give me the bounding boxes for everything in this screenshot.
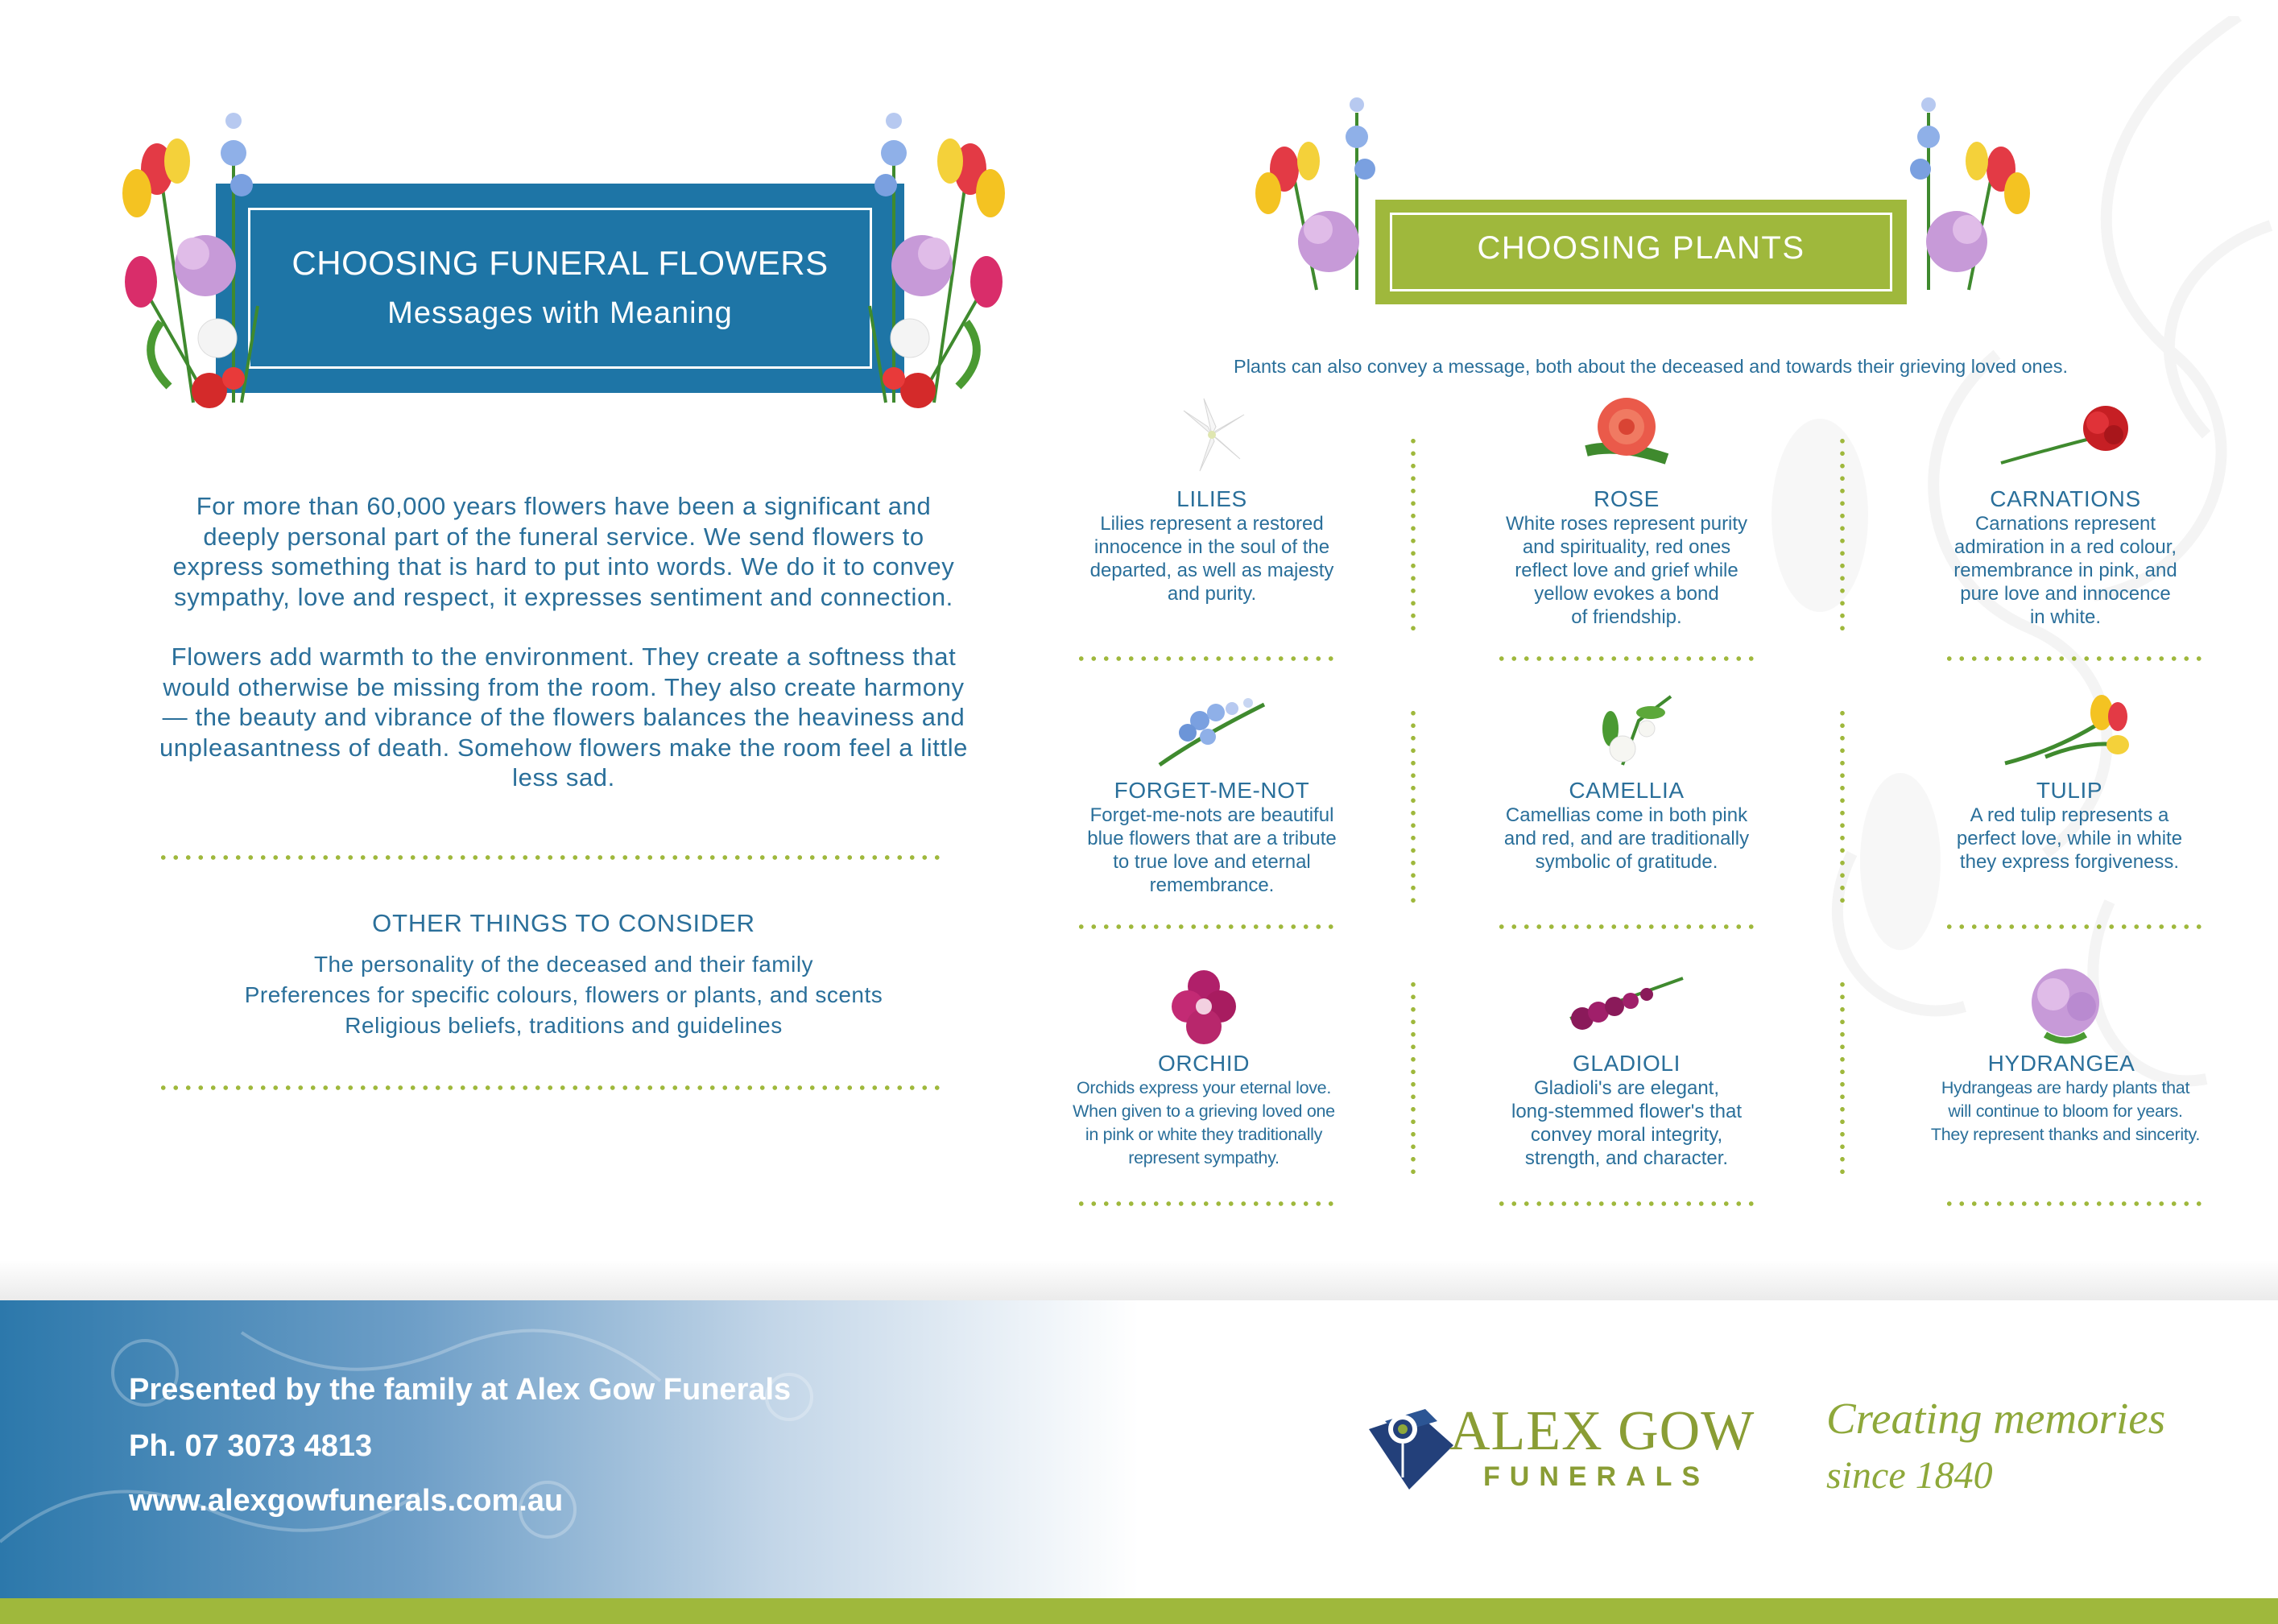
rose-icon — [1570, 395, 1683, 475]
banner-subtitle: Messages with Meaning — [387, 296, 733, 330]
dotted-separator — [1840, 707, 1845, 908]
right-bouquet-icon — [845, 81, 1015, 427]
tagline-line-2: since 1840 — [1826, 1454, 1993, 1497]
footer-shadow — [0, 1260, 2278, 1300]
banner-frame — [248, 208, 872, 369]
orchid-icon — [1160, 962, 1248, 1051]
text-line: will continue to bloom for years. — [1948, 1101, 2183, 1121]
dotted-divider — [1075, 924, 1341, 929]
logo-subname: FUNERALS — [1483, 1461, 1710, 1492]
plants-left-bouquet-icon — [1252, 81, 1405, 306]
text-line: unpleasantness of death. Somehow flowers make the room feel a little — [159, 733, 969, 762]
text-line: yellow evokes a bond — [1534, 583, 1719, 605]
carnation-icon — [1993, 403, 2138, 475]
text-line: Lilies represent a restored — [1100, 513, 1324, 535]
text-line: They represent thanks and sincerity. — [1930, 1125, 2201, 1144]
left-bouquet-icon — [113, 81, 282, 427]
banner-title: CHOOSING PLANTS — [1477, 230, 1805, 266]
plant-description — [1035, 1076, 1373, 1170]
plant-name: CAMELLIA — [1569, 778, 1685, 803]
text-line: admiration in a red colour, — [1953, 536, 2177, 558]
text-line: represent sympathy. — [1128, 1148, 1280, 1167]
text-line: deeply personal part of the funeral service. We send flowers to — [203, 522, 924, 551]
text-line: Carnations represent — [1974, 513, 2156, 535]
dotted-divider — [1943, 924, 2209, 929]
text-line: express something that is hard to put into words. We do it to convey — [172, 552, 955, 581]
logo-name: ALEX GOW — [1449, 1400, 1755, 1462]
dotted-divider — [157, 1085, 942, 1090]
text-line: long-stemmed flower's that — [1511, 1101, 1743, 1122]
text-line: White roses represent purity — [1505, 513, 1748, 535]
website-link[interactable]: www.alexgowfunerals.com.au — [129, 1484, 564, 1518]
text-line: blue flowers that are a tribute — [1087, 828, 1337, 849]
text-line: in white. — [2029, 606, 2102, 628]
consider-item: Religious beliefs, traditions and guidelines — [345, 1013, 783, 1038]
plants-right-bouquet-icon — [1880, 81, 2033, 306]
text-line: remembrance. — [1149, 874, 1275, 896]
plant-name: FORGET-ME-NOT — [1114, 778, 1310, 803]
text-line: Forget-me-nots are beautiful — [1089, 804, 1334, 826]
text-line: Gladioli's are elegant, — [1533, 1077, 1720, 1099]
banner-title: CHOOSING FUNERAL FLOWERS — [291, 244, 829, 282]
gladioli-icon — [1562, 970, 1691, 1043]
plant-name: CARNATIONS — [1990, 486, 2141, 511]
plant-name: HYDRANGEA — [1987, 1051, 2135, 1076]
dotted-divider — [1495, 1201, 1761, 1206]
text-line: innocence in the soul of the — [1094, 536, 1330, 558]
dotted-divider — [1495, 924, 1761, 929]
text-line: strength, and character. — [1524, 1147, 1729, 1169]
text-line: convey moral integrity, — [1530, 1124, 1723, 1146]
text-line: and spirituality, red ones — [1522, 536, 1731, 558]
footer-green-bar — [0, 1598, 2278, 1624]
text-line: pure love and innocence — [1960, 583, 2171, 605]
plant-description — [1466, 1076, 1788, 1170]
text-line: of friendship. — [1571, 606, 1682, 628]
tulip-icon — [1997, 692, 2142, 773]
plant-description — [1051, 804, 1373, 897]
text-line: sympathy, love and respect, it expresses sentiment and connection. — [174, 582, 953, 611]
plants-intro: Plants can also convey a message, both about the deceased and towards their grieving loved ones. — [1234, 356, 2068, 377]
dotted-separator — [1411, 435, 1416, 636]
intro-paragraph-1 — [121, 491, 1007, 612]
text-line: Camellias come in both pink — [1505, 804, 1748, 826]
text-line: departed, as well as majesty — [1089, 560, 1334, 581]
text-line: Flowers add warmth to the environment. They create a softness that — [171, 643, 957, 671]
dotted-separator — [1411, 707, 1416, 908]
tagline-line-1: Creating memories — [1826, 1394, 2166, 1443]
consider-item: Preferences for specific colours, flowers or plants, and scents — [244, 982, 883, 1007]
plant-description — [1055, 512, 1369, 605]
dotted-divider — [1075, 656, 1341, 661]
text-line: less sad. — [512, 763, 615, 791]
flowers-banner — [216, 184, 904, 393]
plant-name: LILIES — [1176, 486, 1247, 511]
consider-item: The personality of the deceased and their family — [313, 952, 814, 977]
text-line: would otherwise be missing from the room. They also create harmony — [163, 672, 965, 701]
plant-name: GLADIOLI — [1573, 1051, 1681, 1076]
text-line: For more than 60,000 years flowers have been a significant and — [196, 492, 932, 520]
text-line: A red tulip represents a — [1970, 804, 2169, 826]
plant-description — [1908, 804, 2230, 874]
presented-by-text: Presented by the family at Alex Gow Funerals — [129, 1373, 792, 1407]
plant-name: ORCHID — [1157, 1051, 1251, 1076]
plant-description — [1466, 512, 1788, 629]
text-line: remembrance in pink, and — [1953, 560, 2177, 581]
dotted-separator — [1840, 978, 1845, 1180]
dotted-divider — [1495, 656, 1761, 661]
text-line: reflect love and grief while — [1515, 560, 1738, 581]
text-line: perfect love, while in white — [1956, 828, 2183, 849]
forget-me-not-icon — [1151, 688, 1272, 769]
plant-name: ROSE — [1594, 486, 1660, 511]
text-line: symbolic of gratitude. — [1535, 851, 1718, 873]
plant-description — [1888, 1076, 2243, 1147]
text-line: in pink or white they traditionally — [1085, 1125, 1323, 1144]
dotted-separator — [1411, 978, 1416, 1180]
text-line: — the beauty and vibrance of the flowers balances the heaviness and — [162, 703, 965, 731]
plant-description — [1466, 804, 1788, 874]
plants-banner — [1375, 200, 1907, 304]
phone-number[interactable]: Ph. 07 3073 4813 — [129, 1429, 373, 1463]
consider-heading: OTHER THINGS TO CONSIDER — [372, 909, 755, 937]
text-line: they express forgiveness. — [1959, 851, 2180, 873]
plant-name: TULIP — [2036, 778, 2103, 803]
dotted-divider — [157, 855, 942, 860]
text-line: to true love and eternal — [1113, 851, 1311, 873]
text-line: and red, and are traditionally — [1503, 828, 1750, 849]
text-line: When given to a grieving loved one — [1073, 1101, 1335, 1121]
text-line: Orchids express your eternal love. — [1076, 1078, 1332, 1097]
dotted-divider — [1943, 656, 2209, 661]
text-line: Hydrangeas are hardy plants that — [1941, 1078, 2190, 1097]
dotted-separator — [1840, 435, 1845, 636]
camellia-icon — [1590, 688, 1679, 769]
dotted-divider — [1075, 1201, 1341, 1206]
rose-book-logo-icon — [1361, 1397, 1457, 1498]
text-line: and purity. — [1167, 583, 1257, 605]
plant-description — [1904, 512, 2226, 629]
lily-icon — [1168, 395, 1256, 475]
dotted-divider — [1943, 1201, 2209, 1206]
intro-paragraph-2 — [121, 642, 1007, 793]
hydrangea-icon — [2013, 962, 2118, 1051]
